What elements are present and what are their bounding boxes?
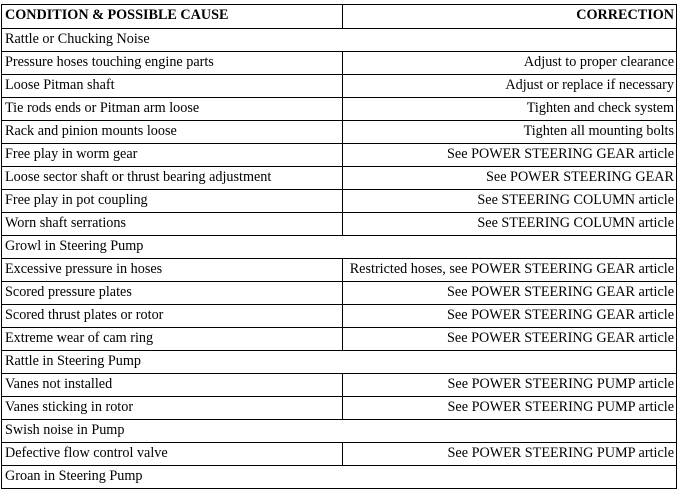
cause-cell: Tie rods ends or Pitman arm loose xyxy=(2,98,343,121)
cause-cell: Free play in pot coupling xyxy=(2,190,343,213)
cause-cell: Rack and pinion mounts loose xyxy=(2,121,343,144)
table-row xyxy=(2,305,677,328)
table-row xyxy=(2,282,677,305)
table-row xyxy=(2,98,677,121)
table-row xyxy=(2,167,677,190)
group-title: Groan in Steering Pump xyxy=(2,466,677,489)
correction-cell: See POWER STEERING PUMP article xyxy=(343,397,677,420)
cause-cell: Vanes not installed xyxy=(2,374,343,397)
correction-cell: See POWER STEERING GEAR article xyxy=(343,144,677,167)
correction-cell: See POWER STEERING PUMP article xyxy=(343,443,677,466)
correction-cell: Tighten and check system xyxy=(343,98,677,121)
cause-cell: Defective flow control valve xyxy=(2,443,343,466)
correction-cell: See STEERING COLUMN article xyxy=(343,190,677,213)
cause-cell: Vanes sticking in rotor xyxy=(2,397,343,420)
table-row xyxy=(2,259,677,282)
correction-cell: See POWER STEERING GEAR article xyxy=(343,305,677,328)
condition-column-header: CONDITION & POSSIBLE CAUSE xyxy=(2,5,343,29)
group-title: Growl in Steering Pump xyxy=(2,236,677,259)
cause-cell: Worn shaft serrations xyxy=(2,213,343,236)
table-header-row xyxy=(2,5,677,29)
cause-cell: Scored pressure plates xyxy=(2,282,343,305)
table-row xyxy=(2,374,677,397)
group-title: Rattle or Chucking Noise xyxy=(2,29,677,52)
table-row xyxy=(2,144,677,167)
correction-cell: Adjust to proper clearance xyxy=(343,52,677,75)
table-row xyxy=(2,190,677,213)
correction-cell: Adjust or replace if necessary xyxy=(343,75,677,98)
correction-cell: Restricted hoses, see POWER STEERING GEAR article xyxy=(343,259,677,282)
group-row xyxy=(2,466,677,489)
table-row xyxy=(2,443,677,466)
cause-cell: Loose Pitman shaft xyxy=(2,75,343,98)
cause-cell: Scored thrust plates or rotor xyxy=(2,305,343,328)
correction-cell: See POWER STEERING GEAR article xyxy=(343,328,677,351)
correction-cell: See POWER STEERING GEAR xyxy=(343,167,677,190)
group-row xyxy=(2,29,677,52)
cause-cell: Free play in worm gear xyxy=(2,144,343,167)
cause-cell: Loose sector shaft or thrust bearing adjustment xyxy=(2,167,343,190)
correction-cell: See POWER STEERING PUMP article xyxy=(343,374,677,397)
table-row xyxy=(2,213,677,236)
cause-cell: Excessive pressure in hoses xyxy=(2,259,343,282)
group-title: Rattle in Steering Pump xyxy=(2,351,677,374)
cause-cell: Pressure hoses touching engine parts xyxy=(2,52,343,75)
cause-cell: Extreme wear of cam ring xyxy=(2,328,343,351)
troubleshooting-table xyxy=(1,4,677,489)
group-row xyxy=(2,236,677,259)
table-row xyxy=(2,397,677,420)
group-row xyxy=(2,420,677,443)
correction-cell: See STEERING COLUMN article xyxy=(343,213,677,236)
table-row xyxy=(2,52,677,75)
group-row xyxy=(2,351,677,374)
table-row xyxy=(2,75,677,98)
table-row xyxy=(2,121,677,144)
correction-cell: Tighten all mounting bolts xyxy=(343,121,677,144)
table-row xyxy=(2,328,677,351)
group-title: Swish noise in Pump xyxy=(2,420,677,443)
correction-cell: See POWER STEERING GEAR article xyxy=(343,282,677,305)
correction-column-header: CORRECTION xyxy=(343,5,677,29)
